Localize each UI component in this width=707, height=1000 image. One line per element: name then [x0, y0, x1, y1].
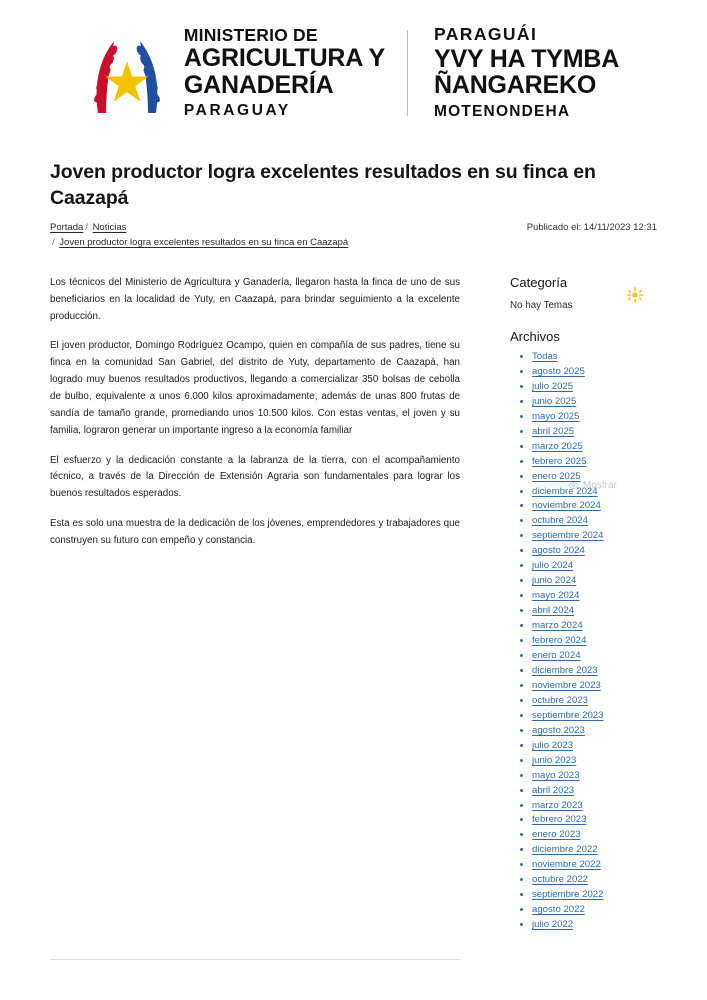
list-item	[532, 559, 657, 574]
list-item	[532, 769, 657, 784]
archives-list	[510, 350, 657, 933]
archive-link[interactable]: octubre 2023	[532, 694, 589, 706]
sun-icon	[627, 287, 643, 303]
site-masthead	[0, 0, 707, 136]
article-paragraph: El joven productor, Domingo Rodríguez Ocampo, quien en compañía de sus padres, tiene su finca en la comunidad San Gabriel, del distrito de Yuty, departamento de Caazapá, han logrado muy buenos resultados productivos, llegando a comercializar 350 bolsas de cebolla de bulbo, equivalente a unos 6.000 kilos aproximadamente, además de unas 800 frutas de sandía de tamaño grande, promediando unos 10.500 kilos. Con estas ventas, el joven y su familia, lograron generar un importante ingreso a la economía familiar	[50, 340, 460, 436]
breadcrumb-separator-2: /	[52, 237, 55, 249]
guarani-line-1: PARAGUÁI	[433, 24, 538, 44]
content-bottom-divider	[50, 959, 460, 960]
ministry-wordmark-gn	[434, 26, 619, 120]
list-item	[532, 903, 657, 918]
list-item	[532, 694, 657, 709]
ministry-wordmark-es	[183, 24, 385, 120]
list-item	[532, 813, 657, 828]
archive-link[interactable]: diciembre 2022	[532, 844, 598, 856]
archive-link[interactable]: abril 2025	[532, 425, 575, 437]
eye-icon	[568, 480, 579, 491]
masthead-divider	[407, 30, 408, 116]
breadcrumb-item-home[interactable]: Portada	[50, 222, 84, 234]
list-item	[532, 754, 657, 769]
sidebar-archives-title: Archivos	[510, 328, 560, 344]
list-item	[532, 918, 657, 933]
archive-link[interactable]: agosto 2023	[532, 724, 585, 736]
archive-link[interactable]: junio 2025	[532, 395, 577, 407]
list-item	[532, 574, 657, 589]
ministry-line-3: GANADERÍA	[183, 70, 334, 99]
guarani-line-3: ÑANGAREKO	[433, 71, 597, 100]
list-item	[532, 544, 657, 559]
list-item	[532, 843, 657, 858]
list-item	[532, 455, 657, 470]
ministry-line-1: MINISTERIO DE	[183, 24, 318, 45]
guarani-line-4: MOTENONDEHA	[433, 102, 571, 120]
archive-link[interactable]: enero 2025	[532, 470, 581, 482]
sidebar-category-value: No hay Temas	[510, 299, 573, 311]
list-item	[532, 380, 657, 395]
list-item	[532, 350, 657, 365]
archive-link[interactable]: diciembre 2023	[532, 664, 598, 676]
list-item	[532, 499, 657, 514]
archive-link[interactable]: mayo 2023	[532, 769, 580, 781]
list-item	[532, 784, 657, 799]
ministry-line-4: PARAGUAY	[183, 102, 291, 120]
breadcrumb-separator-1: /	[85, 222, 88, 234]
content-wrapper	[0, 160, 707, 933]
article-meta-row	[50, 221, 657, 250]
archive-link[interactable]: septiembre 2024	[532, 530, 604, 542]
breadcrumb-item-section[interactable]: Noticias	[92, 222, 127, 234]
list-item	[532, 395, 657, 410]
list-item	[532, 589, 657, 604]
archive-link[interactable]: febrero 2023	[532, 814, 587, 826]
ministry-line-2: AGRICULTURA Y	[183, 44, 385, 73]
content-columns	[50, 275, 657, 933]
archive-link[interactable]: noviembre 2024	[532, 500, 601, 512]
archive-link[interactable]: mayo 2025	[532, 410, 580, 422]
list-item	[532, 425, 657, 440]
archive-link[interactable]: marzo 2023	[532, 799, 583, 811]
breadcrumb	[50, 221, 348, 250]
list-item	[532, 724, 657, 739]
archive-link[interactable]: enero 2023	[532, 829, 581, 841]
archive-link[interactable]: julio 2023	[532, 739, 574, 751]
breadcrumb-item-current: Joven productor logra excelentes resultados en su finca en Caazapá	[59, 237, 349, 249]
sidebar-category-title: Categoría	[510, 274, 568, 290]
list-item	[532, 410, 657, 425]
list-item	[532, 664, 657, 679]
archive-link[interactable]: febrero 2024	[532, 635, 587, 647]
archive-link[interactable]: diciembre 2024	[532, 485, 598, 497]
page-title: Joven productor logra excelentes resultados en su finca en Caazapá	[50, 160, 596, 209]
list-item	[532, 514, 657, 529]
archive-link[interactable]: noviembre 2022	[532, 859, 601, 871]
archive-link[interactable]: septiembre 2022	[532, 889, 604, 901]
list-item	[532, 799, 657, 814]
list-item	[532, 873, 657, 888]
list-item	[532, 739, 657, 754]
archive-link[interactable]: agosto 2024	[532, 545, 585, 557]
article-paragraph: El esfuerzo y la dedicación constante a la labranza de la tierra, con el acompañamiento técnico, a través de la Dirección de Extensión Agraria son fundamentales para lograr los buenos resultados esperados.	[50, 454, 460, 500]
list-item	[532, 529, 657, 544]
archive-link[interactable]: marzo 2024	[532, 620, 583, 632]
list-item	[532, 440, 657, 455]
archive-link[interactable]: enero 2024	[532, 649, 581, 661]
list-item	[532, 365, 657, 380]
archive-link[interactable]: septiembre 2023	[532, 709, 604, 721]
list-item	[532, 679, 657, 694]
list-item	[532, 888, 657, 903]
article-paragraph: Esta es solo una muestra de la dedicación de los jóvenes, emprendedores y trabajadores que construyen su futuro con empeño y constancia.	[50, 518, 460, 546]
article-paragraph: Los técnicos del Ministerio de Agricultura y Ganadería, llegaron hasta la finca de uno de sus beneficiarios en la localidad de Yuty, en Caazapá, para brindar seguimiento a la excelente producción.	[50, 276, 460, 322]
archive-link[interactable]: agosto 2022	[532, 904, 585, 916]
list-item	[532, 649, 657, 664]
article-body	[50, 275, 484, 933]
list-item	[532, 619, 657, 634]
archive-link[interactable]: julio 2024	[532, 560, 574, 572]
archive-link[interactable]: agosto 2025	[532, 365, 585, 377]
archive-link[interactable]: febrero 2025	[532, 455, 587, 467]
archive-link[interactable]: abril 2024	[532, 605, 575, 617]
list-item	[532, 709, 657, 724]
show-overlay-label: Mostrar	[583, 479, 617, 491]
archive-link[interactable]: junio 2023	[532, 754, 577, 766]
archive-link[interactable]: noviembre 2023	[532, 679, 601, 691]
show-overlay-hint[interactable]	[568, 480, 617, 491]
list-item	[532, 828, 657, 843]
archive-link[interactable]: Todas	[532, 350, 558, 362]
archive-link[interactable]: junio 2024	[532, 575, 577, 587]
list-item	[532, 604, 657, 619]
archive-link[interactable]: julio 2025	[532, 380, 574, 392]
archive-link[interactable]: abril 2023	[532, 784, 575, 796]
archive-link[interactable]: julio 2022	[532, 919, 574, 931]
archive-link[interactable]: mayo 2024	[532, 590, 580, 602]
sidebar	[484, 275, 657, 933]
list-item	[532, 634, 657, 649]
archive-link[interactable]: octubre 2022	[532, 874, 589, 886]
guarani-line-2: YVY HA TYMBA	[433, 44, 620, 73]
list-item	[532, 858, 657, 873]
coat-of-arms-crest-icon	[88, 27, 166, 119]
archive-link[interactable]: marzo 2025	[532, 440, 583, 452]
published-date: Publicado el: 14/11/2023 12:31	[526, 222, 657, 234]
archive-link[interactable]: octubre 2024	[532, 515, 589, 527]
